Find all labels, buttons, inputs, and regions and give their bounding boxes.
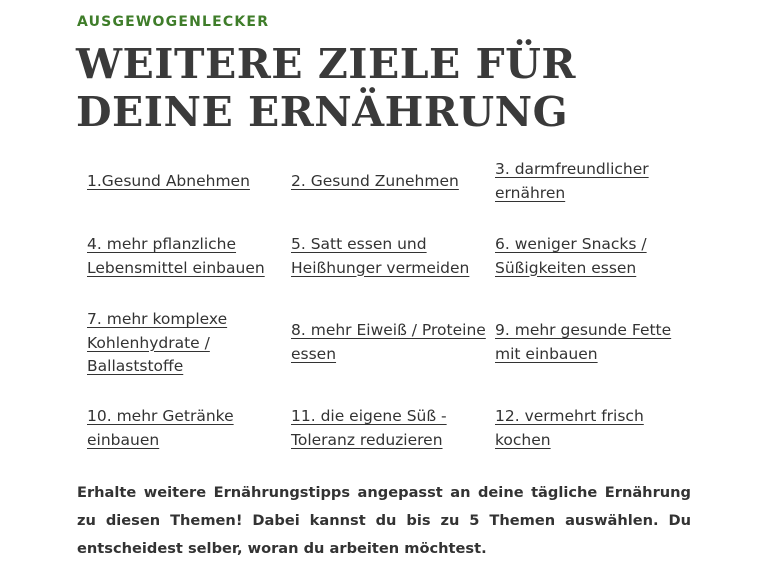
footer-text: Erhalte weitere Ernährungstipps angepasst an deine tägliche Ernährung zu diesen Themen! Dabei kannst du bis zu 5 Themen auswählen. Du entscheidest selber, woran du arbeiten möchtest. — [77, 484, 691, 557]
goal-link-11[interactable]: 11. die eigene Süß - Toleranz reduzieren — [291, 407, 447, 449]
goal-link-4[interactable]: 4. mehr pflanzliche Lebensmittel einbauen — [87, 235, 265, 277]
brand-label: AUSGEWOGENLECKER — [77, 14, 270, 30]
goal-link-5[interactable]: 5. Satt essen und Heißhunger vermeiden — [291, 235, 470, 277]
goal-link-1[interactable]: 1.Gesund Abnehmen — [87, 172, 250, 190]
goal-link-10[interactable]: 10. mehr Getränke einbauen — [87, 407, 234, 449]
goal-link-12[interactable]: 12. vermehrt frisch kochen — [495, 407, 644, 449]
goal-link-6[interactable]: 6. weniger Snacks / Süßigkeiten essen — [495, 235, 647, 277]
goal-link-8[interactable]: 8. mehr Eiweiß / Proteine essen — [291, 321, 486, 363]
page-title-line-2: DEINE ERNÄHRUNG — [76, 88, 569, 136]
goal-link-7[interactable]: 7. mehr komplexe Kohlenhydrate / Ballaststoffe — [87, 310, 228, 375]
goal-link-9[interactable]: 9. mehr gesunde Fette mit einbauen — [495, 321, 672, 363]
goals-grid — [87, 0, 727, 460]
goal-link-2[interactable]: 2. Gesund Zunehmen — [291, 172, 459, 190]
page-title-line-1: WEITERE ZIELE FÜR — [76, 40, 576, 88]
goal-link-3[interactable]: 3. darmfreundlicher ernähren — [495, 160, 649, 202]
